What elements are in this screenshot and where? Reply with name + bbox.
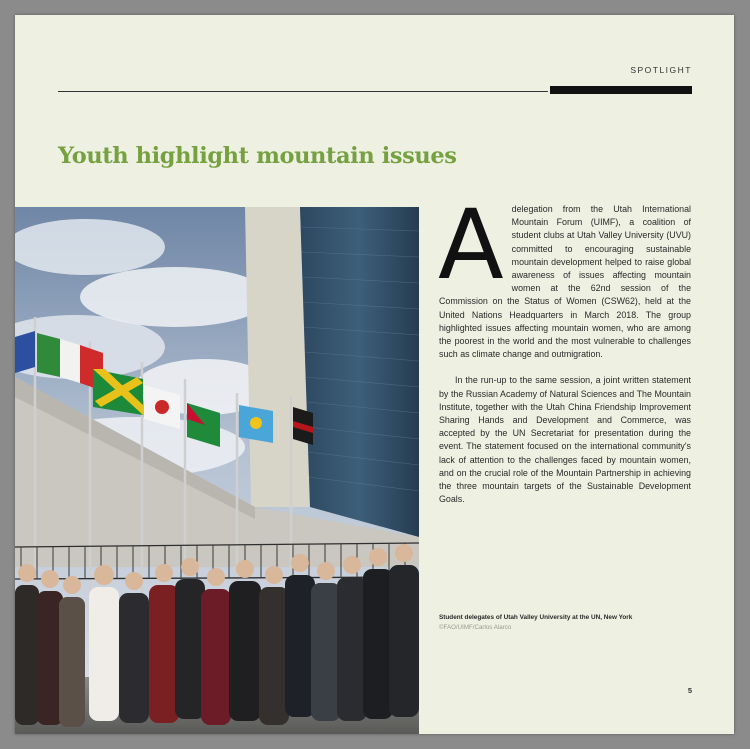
page-title: Youth highlight mountain issues: [58, 143, 457, 169]
header-rule-thick: [550, 86, 692, 94]
page-number: 5: [687, 686, 692, 695]
section-label: SPOTLIGHT: [630, 65, 692, 75]
document-page: [15, 15, 734, 734]
photo-caption: [439, 613, 699, 633]
article-paragraph-1: delegation from the Utah International Mountain Forum (UIMF), a coalition of student clubs at Utah Valley University (UVU) committed to encouraging sustainable mountain development helped to raise global awareness of issues affecting mountain women at the 62nd session of the Commission on the Status of Women (CSW62), held at the United Nations Headquarters in March 2018. The group highlighted issues affecting mountain women, who are among the poorest in the world and the most vulnerable to challenges such as climate change and outmigration.: [439, 204, 691, 360]
header-rule-thin: [58, 91, 548, 92]
caption-title: Student delegates of Utah Valley University at the UN, New York: [439, 614, 633, 621]
photo-credit: ©FAO/UIMF/Carlos Alarco: [439, 624, 512, 631]
delegates-photo: [15, 207, 419, 734]
article-paragraph-2: In the run-up to the same session, a joint written statement by the Russian Academy of Natural Sciences and The Mountain Institute, together with the Utah China Friendship Improvement Sharing Hands and Development and Commerce, was accepted by the UN Secretariat for presentation during the event. The statement focused on the international community's lack of attention to the challenges faced by mountain women, and on the crucial role of the Mountain Partnership in achieving the three mountain targets of the Sustainable Development Goals.: [439, 375, 691, 505]
article-body: [438, 189, 691, 519]
drop-cap: A: [438, 189, 504, 301]
